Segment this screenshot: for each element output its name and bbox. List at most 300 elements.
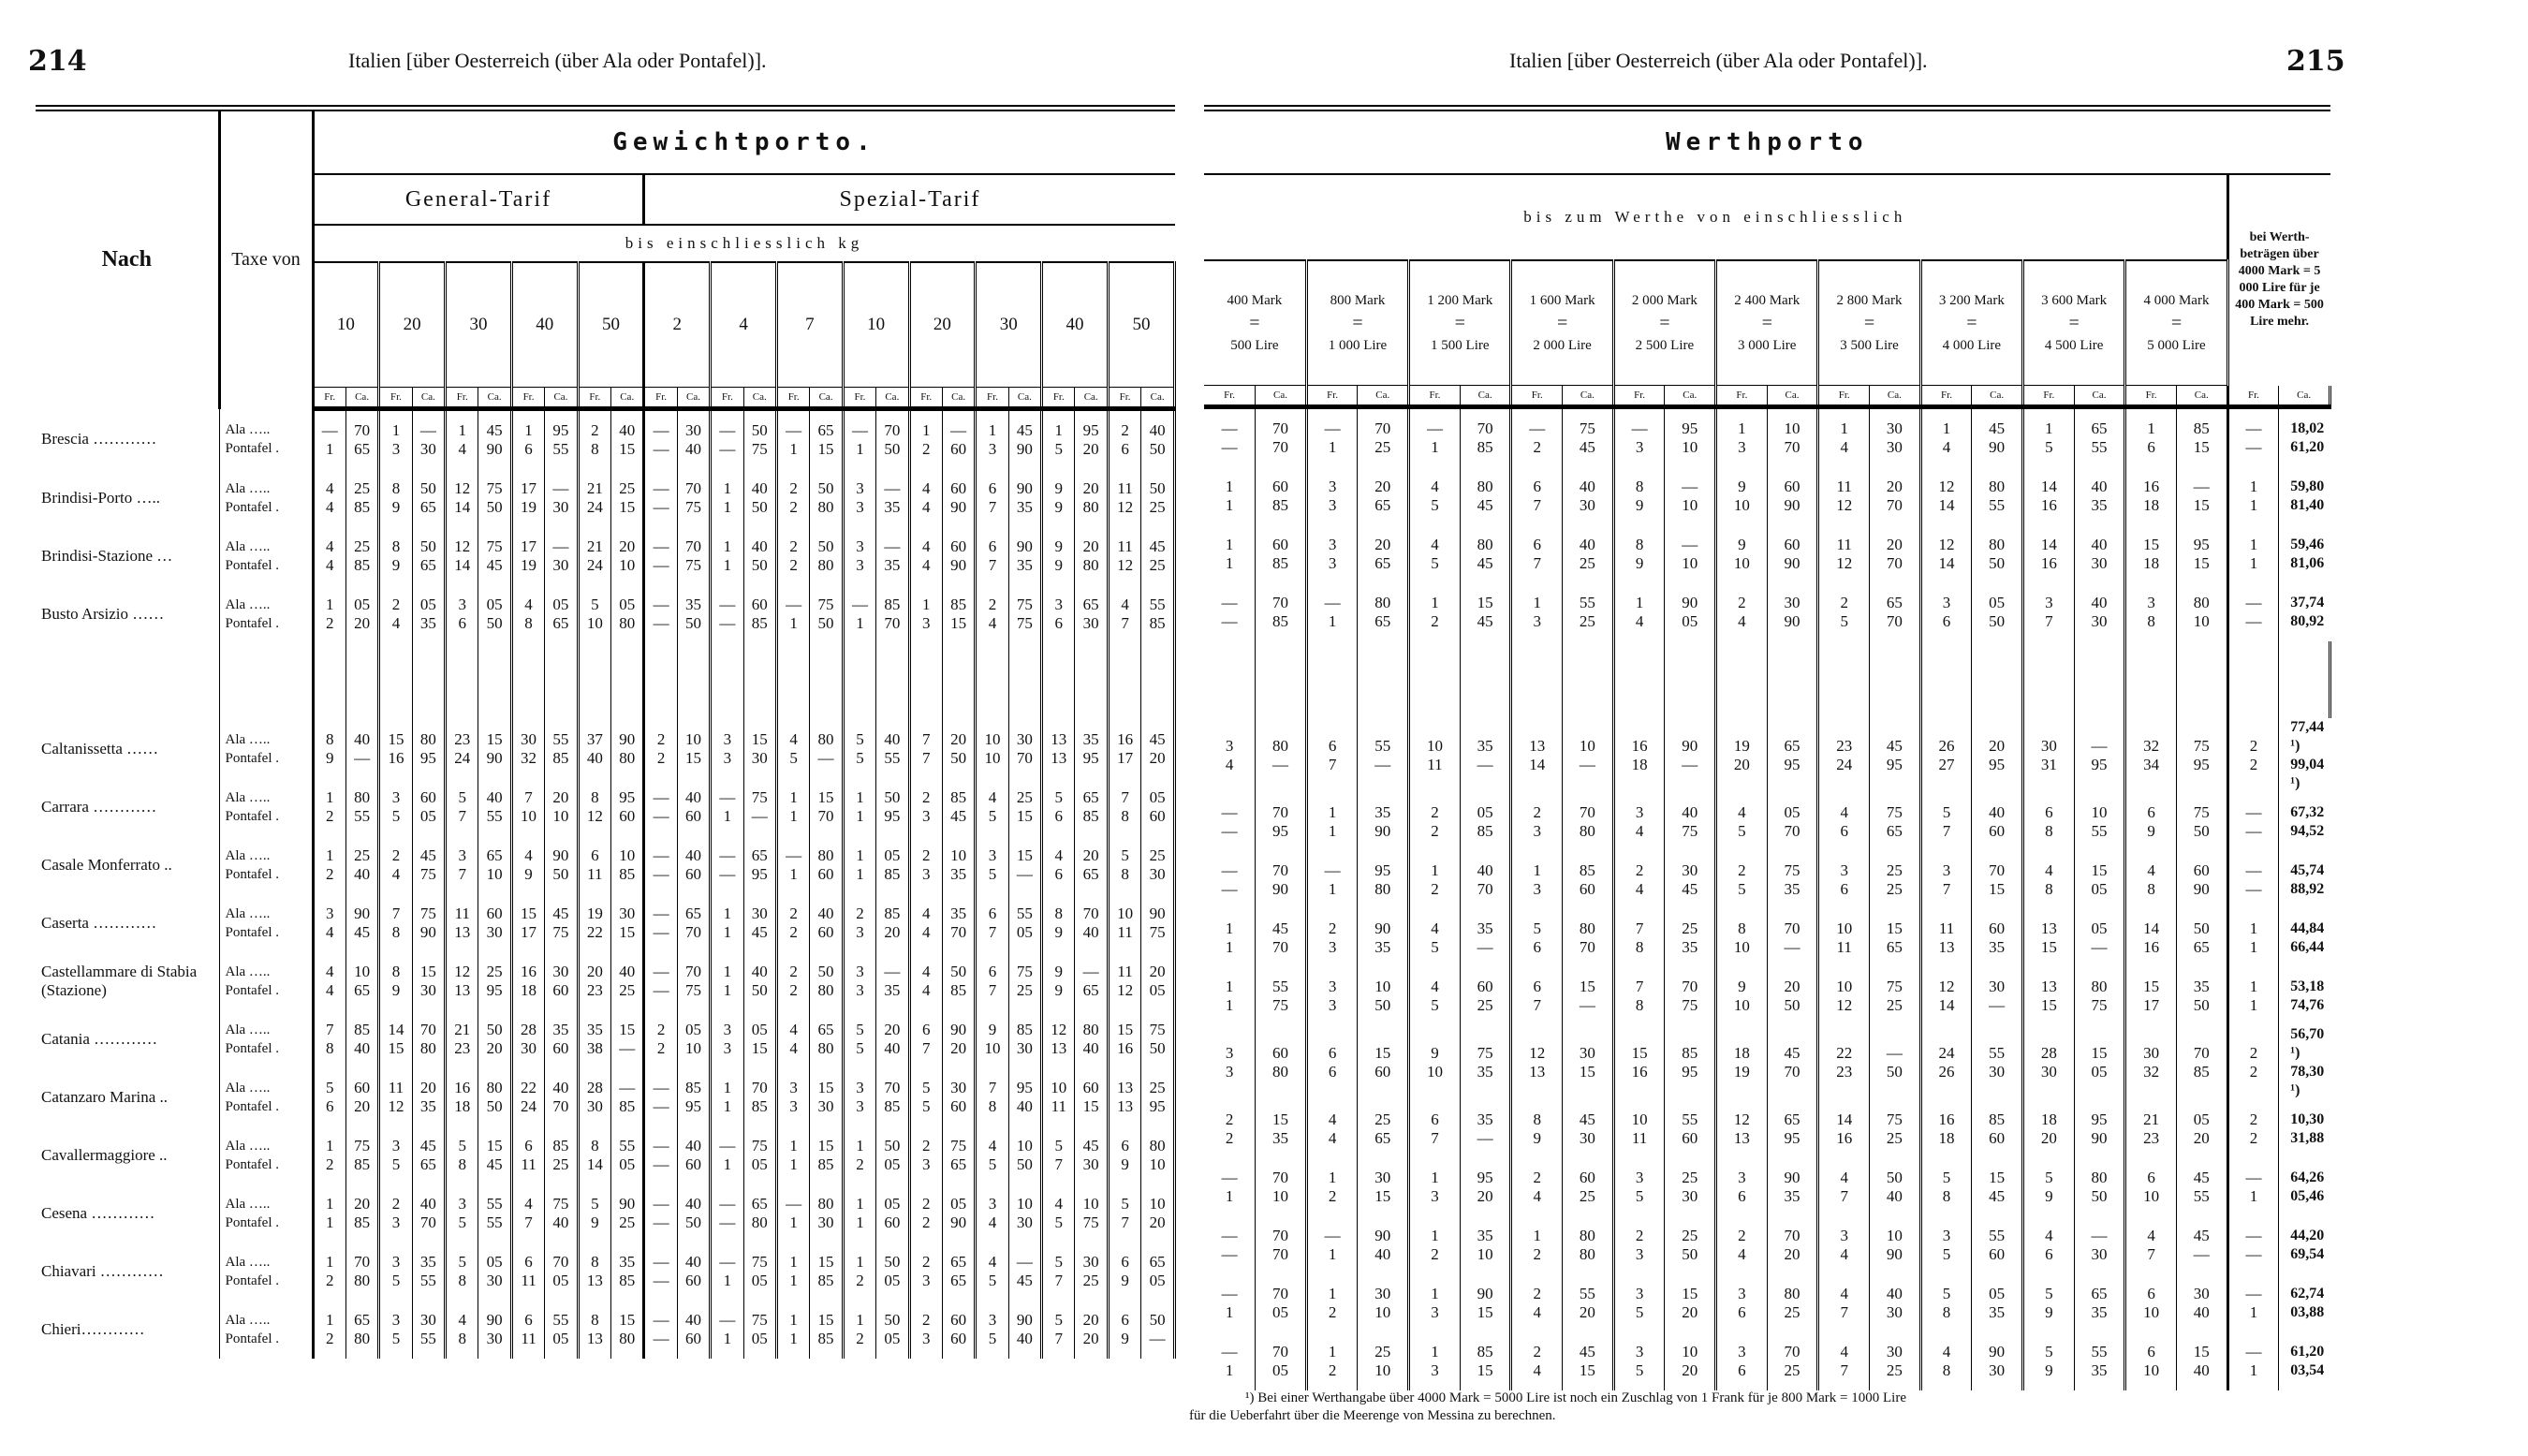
ala-value: 6 bbox=[2147, 803, 2155, 821]
ca-value bbox=[478, 952, 511, 1010]
pontafel-value: 80 bbox=[817, 498, 834, 516]
pontafel-value: — bbox=[1149, 1330, 1166, 1347]
taxe-von-cell bbox=[219, 778, 313, 836]
ala-value: 25 bbox=[1886, 861, 1903, 879]
table-row bbox=[1204, 1100, 2330, 1158]
pontafel-value: 35 bbox=[950, 865, 967, 883]
ala-value: 15 bbox=[486, 1137, 503, 1155]
ala-value: 90 bbox=[1682, 737, 1698, 755]
fr-value bbox=[1108, 1301, 1140, 1359]
ca-value bbox=[1563, 583, 1614, 641]
table-row bbox=[1204, 1158, 2330, 1216]
pontafel-value: 80 bbox=[1374, 880, 1391, 898]
fr-label: Fr. bbox=[446, 388, 478, 409]
extra-ca-value bbox=[2279, 525, 2330, 583]
ala-value: 50 bbox=[950, 963, 967, 980]
ala-value: 6 bbox=[988, 904, 997, 922]
pontafel-value: 3 bbox=[723, 1039, 732, 1057]
fr-value bbox=[1613, 967, 1665, 1025]
ca-value bbox=[2176, 1100, 2227, 1158]
ala-value: 1 bbox=[1431, 594, 1439, 611]
ala-value: 15 bbox=[817, 1253, 834, 1271]
pontafel-value: 24 bbox=[454, 749, 471, 767]
pontafel-value: 05 bbox=[1149, 1272, 1166, 1289]
ala-value: 6 bbox=[1328, 1044, 1337, 1062]
fr-value bbox=[776, 1301, 809, 1359]
ala-value: 50 bbox=[2193, 919, 2210, 937]
ala-value: 10 bbox=[1149, 1195, 1166, 1213]
ala-value: 80 bbox=[354, 788, 371, 806]
ala-value: 4 bbox=[1840, 1285, 1848, 1302]
ala-value: — bbox=[2245, 1169, 2262, 1186]
ala-value: 35 bbox=[419, 1253, 436, 1271]
taxe-von-ala: Ala ….. bbox=[225, 732, 271, 747]
pontafel-value: 8 bbox=[524, 614, 533, 632]
ca-label: Ca. bbox=[677, 388, 710, 409]
pontafel-value: 10 bbox=[1733, 554, 1750, 572]
fr-label: Fr. bbox=[1818, 386, 1870, 407]
pontafel-value: 5 bbox=[1054, 440, 1064, 458]
pontafel-value: — bbox=[2193, 1245, 2210, 1263]
fr-value bbox=[578, 1243, 610, 1301]
ala-value: 30 bbox=[1082, 1253, 1099, 1271]
pontafel-value: 2 bbox=[789, 556, 798, 574]
ala-value: 4 bbox=[988, 1137, 997, 1155]
pontafel-value: 60 bbox=[884, 1213, 901, 1231]
ala-value: 1 bbox=[325, 1195, 334, 1213]
ala-value: 1 bbox=[921, 596, 931, 613]
taxe-von-cell bbox=[219, 1126, 313, 1184]
ala-value: 5 bbox=[2045, 1169, 2053, 1186]
fr-value bbox=[711, 952, 743, 1010]
ca-value bbox=[1870, 1332, 1921, 1390]
fr-value bbox=[843, 1301, 875, 1359]
fr-label: Fr. bbox=[2227, 386, 2279, 407]
ala-value: — bbox=[653, 963, 669, 980]
pontafel-value: 55 bbox=[2091, 822, 2108, 840]
pontafel-value: — bbox=[1016, 865, 1033, 883]
pontafel-value: 13 bbox=[1051, 1039, 1067, 1057]
ala-value: 95 bbox=[619, 788, 636, 806]
pontafel-value: 7 bbox=[1942, 880, 1951, 898]
ala-value: 45 bbox=[419, 846, 436, 864]
pontafel-value: 9 bbox=[391, 556, 401, 574]
header-row-tiers bbox=[1204, 260, 2330, 386]
pontafel-value: 35 bbox=[1016, 498, 1033, 516]
ala-value: 05 bbox=[950, 1195, 967, 1213]
pontafel-value: 65 bbox=[354, 440, 371, 458]
pontafel-value: 20 bbox=[2193, 1129, 2210, 1147]
pontafel-value: — bbox=[719, 865, 736, 883]
fr-value bbox=[1920, 718, 1972, 793]
ala-value: 75 bbox=[751, 1137, 768, 1155]
fr-value bbox=[909, 1184, 942, 1243]
pontafel-value: 15 bbox=[2040, 996, 2057, 1014]
tier-lire: 4 500 Lire bbox=[2044, 338, 2104, 353]
fr-value bbox=[1204, 1158, 1256, 1216]
ala-value: 10 bbox=[1374, 978, 1391, 995]
pontafel-value: 6 bbox=[458, 614, 466, 632]
pontafel-value: 1 bbox=[1225, 1187, 1234, 1205]
taxe-von-cell bbox=[219, 527, 313, 585]
ala-value: 23 bbox=[1836, 737, 1853, 755]
ca-value bbox=[1358, 1274, 1409, 1332]
pontafel-value: 70 bbox=[1886, 612, 1903, 630]
ala-value: 15 bbox=[817, 1137, 834, 1155]
pontafel-value: 8 bbox=[2147, 612, 2155, 630]
ca-value bbox=[1141, 1301, 1175, 1359]
ca-value bbox=[2176, 583, 2227, 641]
pontafel-value: 2 bbox=[789, 923, 798, 941]
fr-value bbox=[909, 1243, 942, 1301]
pontafel-value: — bbox=[653, 865, 669, 883]
fr-value bbox=[2125, 1100, 2177, 1158]
pontafel-value: 2 bbox=[921, 440, 931, 458]
ca-value bbox=[810, 1243, 843, 1301]
ala-value: 15 bbox=[2091, 861, 2108, 879]
ala-value: 1 bbox=[856, 1311, 864, 1329]
pontafel-value: 90 bbox=[2091, 1129, 2108, 1147]
ala-value: 16 bbox=[521, 963, 537, 980]
ca-value bbox=[942, 894, 975, 952]
pontafel-value: 5 bbox=[391, 1155, 401, 1173]
ca-value bbox=[1563, 909, 1614, 967]
pontafel-value: 5 bbox=[1431, 938, 1439, 956]
ala-value: — bbox=[653, 479, 669, 497]
ala-value: 30 bbox=[950, 1079, 967, 1096]
fr-value bbox=[1716, 583, 1768, 641]
fr-value bbox=[511, 720, 544, 778]
pontafel-value: 25 bbox=[619, 981, 636, 999]
pontafel-value: 85 bbox=[1271, 496, 1288, 514]
pontafel-value: 8 bbox=[458, 1155, 466, 1173]
ala-value: 3 bbox=[1942, 594, 1951, 611]
ala-value: 20 bbox=[419, 1079, 436, 1096]
ala-value: 3 bbox=[1942, 1227, 1951, 1244]
ala-value: 15 bbox=[1271, 1110, 1288, 1128]
pontafel-value: 1 bbox=[2249, 1361, 2258, 1379]
col-header-nach: Nach bbox=[36, 109, 219, 409]
ala-value: 80 bbox=[1082, 1021, 1099, 1038]
ca-value bbox=[412, 527, 445, 585]
pontafel-value: 60 bbox=[1682, 1129, 1698, 1147]
ala-value: 53,18 bbox=[2290, 978, 2325, 994]
fr-value bbox=[1818, 467, 1870, 525]
ala-value: 75 bbox=[486, 537, 503, 555]
pontafel-value: 75 bbox=[1682, 996, 1698, 1014]
pontafel-value: 8 bbox=[1942, 1187, 1951, 1205]
pontafel-value: 85 bbox=[751, 614, 768, 632]
ca-value bbox=[2074, 909, 2125, 967]
pontafel-value: 3 bbox=[1328, 996, 1337, 1014]
destination-name: Catanzaro Marina .. bbox=[36, 1068, 219, 1126]
ca-value bbox=[1972, 851, 2023, 909]
fr-value bbox=[1108, 585, 1140, 643]
ala-value: 6 bbox=[1431, 1110, 1439, 1128]
fr-value bbox=[976, 1243, 1008, 1301]
ca-value bbox=[1563, 1158, 1614, 1216]
pontafel-value: 3 bbox=[1635, 1245, 1644, 1263]
ca-value bbox=[677, 1184, 710, 1243]
ca-value bbox=[942, 1068, 975, 1126]
fr-value bbox=[1409, 583, 1461, 641]
ala-value: 60 bbox=[486, 904, 503, 922]
ala-value: 05 bbox=[619, 596, 636, 613]
ca-value bbox=[1256, 407, 1307, 468]
ca-value bbox=[2074, 1025, 2125, 1100]
ala-value: 70 bbox=[1579, 803, 1595, 821]
pontafel-value: 70 bbox=[1271, 938, 1288, 956]
pontafel-value: 30 bbox=[1989, 1063, 2006, 1081]
ala-value: 70 bbox=[1271, 1227, 1288, 1244]
ala-value: 8 bbox=[1533, 1110, 1542, 1128]
ca-value bbox=[345, 1068, 378, 1126]
pontafel-value: 10 bbox=[2143, 1187, 2160, 1205]
ala-value: 1 bbox=[1533, 861, 1542, 879]
pontafel-value: 85 bbox=[354, 498, 371, 516]
fr-value bbox=[1306, 793, 1358, 851]
ca-value bbox=[1075, 469, 1108, 527]
ca-value bbox=[1075, 778, 1108, 836]
pontafel-value: 90 bbox=[486, 440, 503, 458]
ca-value bbox=[1767, 407, 1818, 468]
fr-value bbox=[511, 836, 544, 894]
fr-value bbox=[776, 527, 809, 585]
fr-value bbox=[1108, 1184, 1140, 1243]
pontafel-value: 6 bbox=[1121, 440, 1129, 458]
pontafel-value: 66,44 bbox=[2290, 939, 2325, 955]
pontafel-value: 10 bbox=[521, 807, 537, 825]
pontafel-value: 80 bbox=[619, 614, 636, 632]
fr-value bbox=[711, 1301, 743, 1359]
ca-value bbox=[545, 469, 578, 527]
ala-value: 55 bbox=[1149, 596, 1166, 613]
ala-value: 8 bbox=[591, 788, 599, 806]
table-row bbox=[36, 952, 1175, 1010]
ca-value bbox=[1141, 585, 1175, 643]
table-row bbox=[36, 778, 1175, 836]
ala-value: 5 bbox=[458, 1253, 466, 1271]
ala-value: 16 bbox=[454, 1079, 471, 1096]
pontafel-value: 05 bbox=[1271, 1303, 1288, 1321]
fr-value bbox=[776, 952, 809, 1010]
fr-value bbox=[1409, 1100, 1461, 1158]
ala-value: — bbox=[1221, 594, 1238, 611]
ala-value: 1 bbox=[1738, 419, 1746, 437]
general-tarif-header: General-Tarif bbox=[313, 174, 644, 225]
ca-value bbox=[1460, 525, 1511, 583]
pontafel-value: 05 bbox=[751, 1272, 768, 1289]
ala-value: 40 bbox=[684, 846, 701, 864]
ca-value bbox=[412, 1010, 445, 1068]
ala-value: 6 bbox=[2045, 803, 2053, 821]
pontafel-value: 3 bbox=[1431, 1303, 1439, 1321]
pontafel-value: 05,46 bbox=[2290, 1188, 2325, 1204]
ca-value bbox=[1008, 836, 1041, 894]
ca-value bbox=[545, 778, 578, 836]
ca-value bbox=[2074, 1100, 2125, 1158]
pontafel-value: 10 bbox=[1426, 1063, 1443, 1081]
ala-value: — bbox=[1016, 1253, 1033, 1271]
ala-value: 1 bbox=[2147, 419, 2155, 437]
pontafel-value: 6 bbox=[1942, 612, 1951, 630]
fr-value bbox=[1204, 793, 1256, 851]
pontafel-value: 1 bbox=[1328, 1245, 1337, 1263]
ala-value: 4 bbox=[1738, 803, 1746, 821]
ca-value bbox=[345, 1184, 378, 1243]
ala-value: 55 bbox=[1374, 737, 1391, 755]
pontafel-value: 5 bbox=[1635, 1303, 1644, 1321]
pontafel-value: 30 bbox=[486, 1272, 503, 1289]
gewichtporto-table bbox=[36, 105, 1176, 1359]
fr-value bbox=[1920, 1158, 1972, 1216]
fr-value bbox=[446, 469, 478, 527]
ala-value: 6 bbox=[1121, 1311, 1129, 1329]
fr-value bbox=[1042, 894, 1075, 952]
pontafel-value: 13 bbox=[454, 981, 471, 999]
ala-value: 2 bbox=[1635, 861, 1644, 879]
fr-value bbox=[511, 1243, 544, 1301]
ala-value: 60 bbox=[1082, 1079, 1099, 1096]
value-tier-col bbox=[2125, 260, 2227, 386]
pontafel-value: 7 bbox=[1054, 1330, 1064, 1347]
fr-value bbox=[1409, 793, 1461, 851]
table-row bbox=[1204, 909, 2330, 967]
pontafel-value: 50 bbox=[1886, 1063, 1903, 1081]
ala-value: 4 bbox=[1328, 1110, 1337, 1128]
pontafel-value: 8 bbox=[458, 1272, 466, 1289]
ala-value: 15 bbox=[1579, 978, 1595, 995]
pontafel-value: 2 bbox=[325, 865, 334, 883]
ala-value: 05 bbox=[552, 596, 569, 613]
fr-label: Fr. bbox=[379, 388, 412, 409]
fr-value bbox=[1306, 851, 1358, 909]
ala-value: 5 bbox=[1942, 1285, 1951, 1302]
fr-value bbox=[2023, 467, 2075, 525]
ala-value: 40 bbox=[2091, 478, 2108, 495]
fr-value bbox=[843, 1126, 875, 1184]
ala-value: 2 bbox=[1121, 421, 1129, 439]
pontafel-value: 78,30 ¹) bbox=[2290, 1064, 2325, 1098]
ala-value: 1 bbox=[1225, 478, 1234, 495]
ala-value: 45 bbox=[1271, 919, 1288, 937]
destination-name: Brindisi-Porto ….. bbox=[36, 469, 219, 527]
weight-col-spezial-4: 4 bbox=[711, 262, 777, 388]
ala-value: 2 bbox=[2249, 1044, 2258, 1062]
pontafel-value: 50 bbox=[486, 614, 503, 632]
pontafel-value: 30 bbox=[1149, 865, 1166, 883]
section-title-werthporto: Werthporto bbox=[1204, 109, 2330, 175]
pontafel-value: 7 bbox=[1533, 554, 1542, 572]
ca-value bbox=[876, 778, 909, 836]
pontafel-value: 9 bbox=[2045, 1303, 2053, 1321]
taxe-von-ala: Ala ….. bbox=[225, 481, 271, 496]
pontafel-value: 50 bbox=[2193, 822, 2210, 840]
ala-value: 85 bbox=[1682, 1044, 1698, 1062]
ala-value: 28 bbox=[586, 1079, 603, 1096]
ala-value: 70 bbox=[552, 1253, 569, 1271]
ala-value: 20 bbox=[1082, 537, 1099, 555]
pontafel-value: 3 bbox=[856, 923, 864, 941]
ala-value: 80 bbox=[1477, 536, 1493, 553]
ala-value: — bbox=[653, 596, 669, 613]
ala-value: 8 bbox=[391, 537, 401, 555]
pontafel-value: 2 bbox=[789, 981, 798, 999]
ca-value bbox=[743, 1068, 776, 1126]
ala-value: — bbox=[552, 479, 569, 497]
ala-value: 5 bbox=[921, 1079, 931, 1096]
ala-value: 5 bbox=[2045, 1343, 2053, 1360]
ala-value: 10 bbox=[1016, 1195, 1033, 1213]
fr-value bbox=[1108, 1010, 1140, 1068]
fr-value bbox=[1818, 1216, 1870, 1274]
ala-value: 22 bbox=[1836, 1044, 1853, 1062]
ala-value: 1 bbox=[789, 1311, 798, 1329]
tier-mark: 3 600 Mark bbox=[2041, 293, 2108, 308]
ala-value: 70 bbox=[684, 537, 701, 555]
ca-value bbox=[743, 1184, 776, 1243]
ala-value: 80 bbox=[2193, 594, 2210, 611]
pontafel-value: 11 bbox=[521, 1272, 536, 1289]
ca-value bbox=[345, 720, 378, 778]
ala-value: 4 bbox=[988, 1253, 997, 1271]
taxe-von-cell bbox=[219, 1243, 313, 1301]
ala-value: 40 bbox=[684, 1253, 701, 1271]
ca-value bbox=[1870, 1025, 1921, 1100]
fr-value bbox=[1716, 909, 1768, 967]
fr-value bbox=[2227, 583, 2279, 641]
pontafel-value: 65 bbox=[419, 498, 436, 516]
fr-value bbox=[711, 720, 743, 778]
pontafel-value: 30 bbox=[552, 498, 569, 516]
ala-value: 60 bbox=[1784, 536, 1800, 553]
ala-value: 80 bbox=[1579, 919, 1595, 937]
ala-value: — bbox=[1221, 1343, 1238, 1360]
ala-value: — bbox=[653, 788, 669, 806]
ca-value bbox=[545, 1184, 578, 1243]
fr-value bbox=[2125, 467, 2177, 525]
ca-value bbox=[545, 836, 578, 894]
ala-value: 22 bbox=[521, 1079, 537, 1096]
pontafel-value: 20 bbox=[1149, 749, 1166, 767]
fr-value bbox=[1204, 583, 1256, 641]
pontafel-value: 60 bbox=[552, 1039, 569, 1057]
fr-value bbox=[578, 894, 610, 952]
ala-value: 9 bbox=[1738, 536, 1746, 553]
pontafel-value: 13 bbox=[1529, 1063, 1546, 1081]
ala-value: 15 bbox=[521, 904, 537, 922]
ca-value bbox=[1767, 1158, 1818, 1216]
pontafel-value: 65 bbox=[354, 981, 371, 999]
ala-value: 16 bbox=[1117, 730, 1134, 748]
ala-value: 35 bbox=[1477, 1227, 1493, 1244]
ala-value: 75 bbox=[1016, 963, 1033, 980]
ala-value: 10 bbox=[1784, 419, 1800, 437]
extra-ca-value bbox=[2279, 467, 2330, 525]
ala-value: 20 bbox=[1149, 963, 1166, 980]
pontafel-value: 9 bbox=[391, 981, 401, 999]
ca-value bbox=[876, 836, 909, 894]
pontafel-value: 6 bbox=[1738, 1187, 1746, 1205]
ala-value: 28 bbox=[2040, 1044, 2057, 1062]
fr-value bbox=[2023, 1158, 2075, 1216]
ala-value: 60 bbox=[950, 1311, 967, 1329]
taxe-von-ala: Ala ….. bbox=[225, 421, 271, 437]
pontafel-value: 13 bbox=[586, 1330, 603, 1347]
pontafel-value: 1 bbox=[789, 1213, 798, 1231]
pontafel-value: 81,40 bbox=[2290, 497, 2325, 513]
ala-value: 37 bbox=[586, 730, 603, 748]
